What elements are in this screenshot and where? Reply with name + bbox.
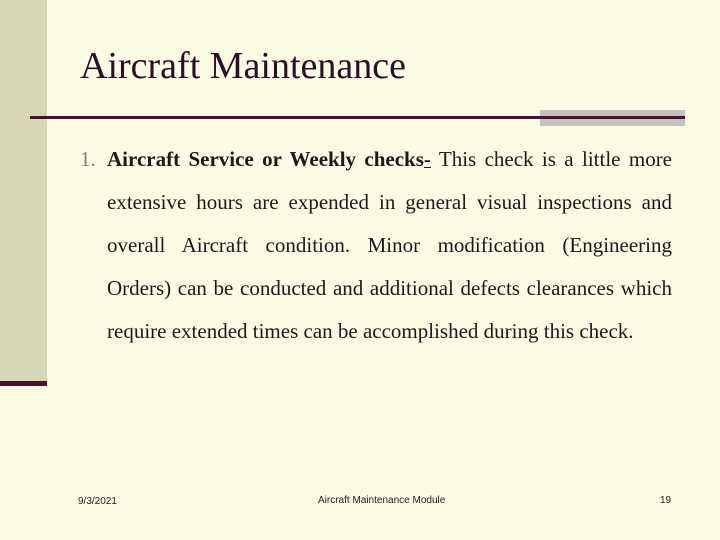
slide-title: Aircraft Maintenance xyxy=(80,45,406,87)
left-decorative-bar xyxy=(0,0,47,383)
left-bar-accent-line xyxy=(0,381,47,386)
slide-body xyxy=(80,138,672,353)
list-item-text xyxy=(107,138,672,353)
list-number: 1. xyxy=(80,147,96,171)
body-text: This check is a little more extensive hours are expended in general visual inspections and overall Aircraft condition. Minor modification (Engineering Orders) can be conducted and additional defects clearances which require extended times can be accomplished during this check. xyxy=(107,147,673,343)
footer-page-number: 19 xyxy=(660,495,672,506)
lead-heading: Aircraft Service or Weekly checks xyxy=(107,147,424,171)
lead-dash: - xyxy=(423,147,431,171)
title-rule-overlay xyxy=(540,116,685,119)
footer-module: Aircraft Maintenance Module xyxy=(318,495,446,506)
footer-date: 9/3/2021 xyxy=(78,496,117,507)
